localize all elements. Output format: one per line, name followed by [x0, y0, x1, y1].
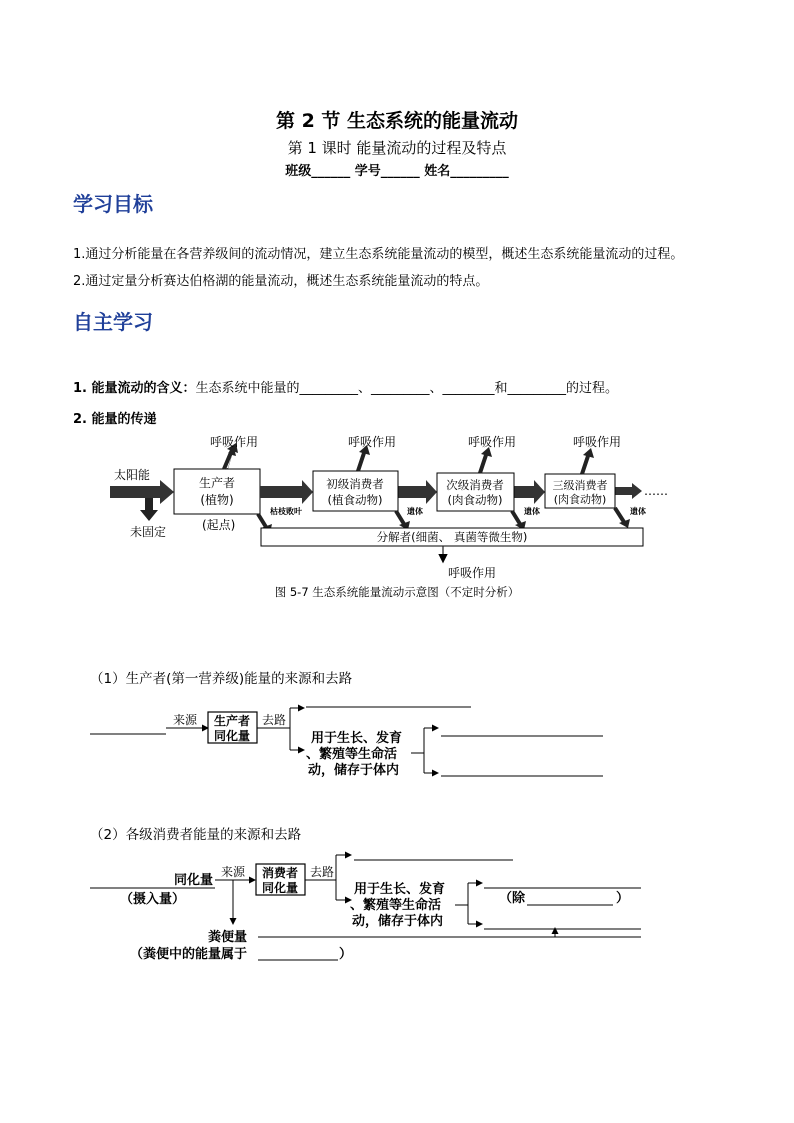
secondary-consumer-sublabel: (肉食动物): [447, 493, 503, 507]
page-title: 第 2 节 生态系统的能量流动: [275, 110, 519, 132]
flow-arrow-4: [615, 483, 642, 499]
remains-label-tertiary: 遗体: [630, 507, 646, 516]
sun-arrow: [110, 480, 174, 504]
remains-label-primary: 遗体: [407, 507, 423, 516]
p2-feces-close: ）: [339, 947, 353, 962]
respiration-label-tertiary: 呼吸作用: [573, 435, 622, 449]
not-fixed-label: 未固定: [130, 525, 167, 539]
respiration-label-secondary: 呼吸作用: [468, 435, 517, 449]
tertiary-consumer-sublabel: (肉食动物): [553, 493, 607, 506]
decomposer-respiration-label: 呼吸作用: [448, 566, 497, 580]
respiration-label-primary: 呼吸作用: [348, 435, 397, 449]
part2-heading: （2）各级消费者能量的来源和去路: [90, 827, 302, 843]
p2-feces-label: 粪便量: [208, 930, 248, 945]
p2-assimilated-label: 同化量: [174, 873, 214, 888]
decomposer-label: 分解者(细菌、 真菌等微生物): [376, 530, 528, 544]
part1-heading: （1）生产者(第一营养级)能量的来源和去路: [90, 671, 353, 687]
respiration-label-producer: 呼吸作用: [210, 435, 259, 449]
p1-dest-label: 去路: [262, 713, 287, 727]
p1-use-line1: 用于生长、发育: [311, 731, 403, 746]
flow-arrow-3: [514, 480, 545, 504]
producer-sublabel: (植物): [200, 493, 234, 507]
p2-use-line1: 用于生长、发育: [354, 882, 446, 897]
start-label: (起点): [202, 518, 236, 532]
not-fixed-arrow: [140, 498, 158, 521]
p2-box-line2: 同化量: [261, 881, 299, 895]
p2-use-line2: 、繁殖等生命活: [350, 898, 442, 913]
producer-label: 生产者: [198, 476, 236, 490]
tertiary-consumer-label: 三级消费者: [552, 479, 608, 492]
flow-arrow-2: [398, 480, 437, 504]
consumer-energy-diagram: [0, 845, 794, 970]
p1-source-label: 来源: [173, 713, 198, 727]
primary-consumer-label: 初级消费者: [326, 477, 384, 491]
objective-1: 1.通过分析能量在各营养级间的流动情况，建立生态系统能量流动的模型，概述生态系统能量流动的过程。: [73, 247, 684, 262]
p1-box-line1: 生产者: [213, 714, 251, 728]
objectives-heading: 学习目标: [73, 192, 153, 216]
question-1: [73, 377, 618, 396]
self-study-heading: 自主学习: [73, 310, 153, 334]
p2-intake-label: （摄入量）: [120, 892, 186, 907]
p2-except-close: ）: [616, 891, 630, 906]
flow-arrow-1: [260, 480, 313, 504]
producer-energy-diagram: [0, 690, 794, 790]
p2-except-open: （除: [499, 891, 526, 906]
question-2-label: 2. 能量的传递: [73, 412, 157, 427]
class-info-line: 班级______ 学号______ 姓名_________: [285, 164, 509, 179]
page-subtitle: 第 1 课时 能量流动的过程及特点: [287, 139, 507, 157]
p2-feces-belongs-label: （粪便中的能量属于: [130, 947, 248, 962]
sun-label: 太阳能: [114, 468, 151, 482]
diagram-caption: 图 5-7 生态系统能量流动示意图（不定时分析）: [274, 585, 520, 599]
p2-box-line1: 消费者: [261, 866, 299, 880]
energy-flow-diagram: [0, 425, 794, 605]
secondary-consumer-label: 次级消费者: [446, 478, 504, 492]
remains-label-secondary: 遗体: [524, 507, 540, 516]
objective-2: 2.通过定量分析赛达伯格湖的能量流动，概述生态系统能量流动的特点。: [73, 274, 489, 289]
primary-consumer-sublabel: (植食动物): [327, 493, 383, 507]
remains-label-producer: 枯枝败叶: [270, 507, 302, 516]
p1-use-line3: 动，储存于体内: [308, 763, 400, 778]
p2-use-line3: 动，储存于体内: [352, 914, 444, 929]
respiration-arrow-tertiary: [583, 448, 594, 458]
question-1-text: 生态系统中能量的_________、_________、________和_________的过程。: [195, 381, 619, 396]
p1-use-line2: 、繁殖等生命活: [306, 747, 398, 762]
question-1-label: 1. 能量流动的含义：: [73, 381, 196, 396]
p2-dest-label: 去路: [310, 865, 335, 879]
continuation-dots: ……: [644, 484, 668, 498]
p2-source-label: 来源: [221, 865, 246, 879]
p1-box-line2: 同化量: [213, 729, 251, 743]
